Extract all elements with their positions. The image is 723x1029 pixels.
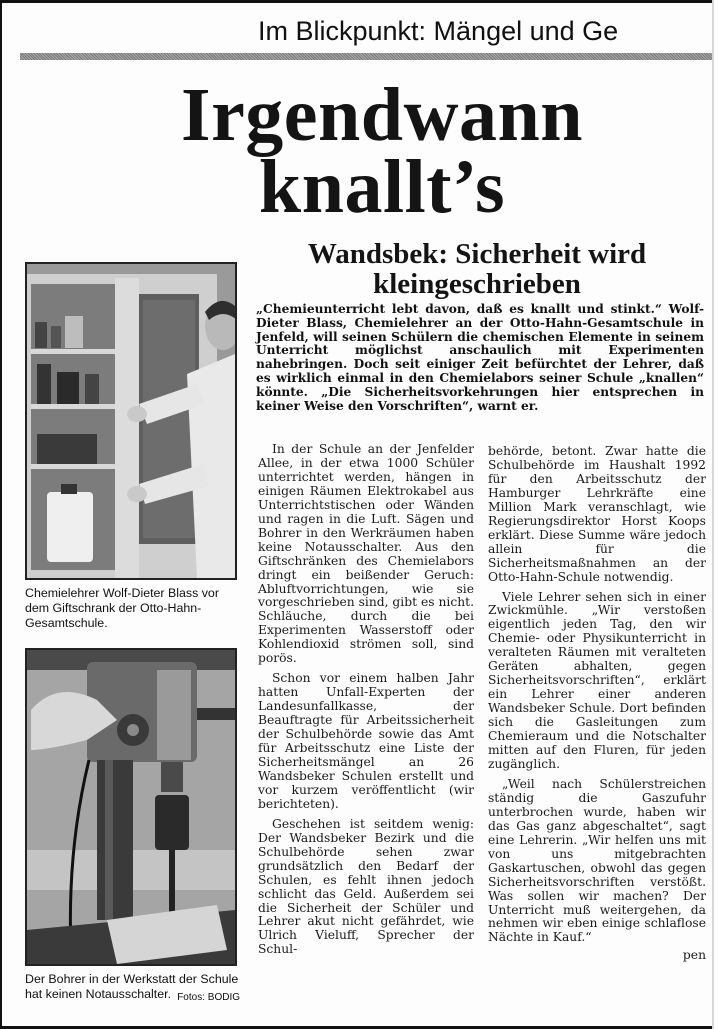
rubric-rule — [20, 53, 714, 60]
headline: Irgendwann knallt’s — [181, 73, 583, 229]
subheadline: Wandsbek: Sicherheit wird kleingeschrieben — [307, 238, 647, 300]
body-paragraph: Viele Lehrer sehen sich in einer Zwickmühle. „Wir verstoßen eigentlich jeden Tag, den wir Chemie- oder Physikunterricht in veralteten Räumen mit veralteten Geräten abhalten, gegen Sicherheitsvorschriften“, erklärt ein Lehrer einer anderen Wandsbeker Schule. Dort befinden sich die Gasleitungen zum Chemieraum und die Notschalter mitten auf den Fluren, für jeden zugänglich. — [488, 589, 706, 771]
photo-caption-1: Chemielehrer Wolf-Dieter Blass vor dem Giftschrank der Otto-Hahn-Gesamtschule. — [25, 586, 219, 630]
photo-teacher-cabinet — [25, 262, 237, 580]
body-paragraph: Schon vor einem halben Jahr hatten Unfall-Experten der Landesunfallkasse, der Beauftragte für Arbeitssicherheit der Schulbehörde sowie das Amt für Arbeitsschutz eine Liste der Sicherheitsmängel an 26 Wandsbeker Schulen erstellt und vor kurzem veröffentlicht (wir berichteten). — [258, 671, 474, 811]
author-initials: pen — [682, 948, 706, 963]
drill-press-illustration — [27, 650, 235, 964]
body-column-2 — [488, 445, 706, 963]
lead-paragraph: „Chemieunterricht lebt davon, daß es knallt und stinkt.“ Wolf-Dieter Blass, Chemielehrer an der Otto-Hahn-Gesamtschule in Jenfeld, will seinen Schülern die chemischen Elemente in seinem Unterricht möglichst anschaulich mit Experimenten nahebringen. Doch seit einiger Zeit befürchtet der Lehrer, daß es wirklich einmal in den Chemielabors seiner Schule „knallen“ könnte. „Die Sicherheitsvorkehrungen hier entsprechen in keiner Weise den Vorschriften“, warnt er. — [256, 302, 704, 413]
photo-credit: Fotos: BODIG — [177, 992, 240, 1003]
section-rubric: Im Blickpunkt: Mängel und Ge — [258, 16, 619, 46]
photo-caption-2 — [25, 972, 240, 1005]
teacher-cabinet-illustration — [27, 264, 235, 578]
body-paragraph: Geschehen ist seitdem wenig: Der Wandsbeker Bezirk und die Schulbehörde sehen zwar grundsätzlich den Bedarf der Schulen, es fehlt ihnen jedoch schlicht das Geld. Außerdem sei die Sicherheit der Schüler und Lehrer akut nicht gefährdet, wie Ulrich Vieluff, Sprecher der Schul- — [258, 816, 474, 957]
body-column-1 — [258, 443, 474, 963]
body-paragraph-continued: behörde, betont. Zwar hatte die Schulbehörde im Haushalt 1992 für den Arbeitsschutz der Hamburger Lehrkräfte eine Million Mark veranschlagt, wie Regierungsdirektor Horst Koops erklärt. Diese Summe wäre jedoch allein für die Sicherheitsmaßnahmen an der Otto-Hahn-Schule notwendig. — [488, 444, 706, 584]
photo-caption-2-text: Der Bohrer in der Werkstatt der Schule hat keinen Notausschalter. — [25, 972, 239, 1001]
photo-drill-press — [25, 648, 237, 966]
body-paragraph: In der Schule an der Jenfelder Allee, in der etwa 1000 Schüler unterrichtet werden, hängen in einigen Räumen Elektrokabel aus Unterrichtstischen oder Wänden und ragen in die Luft. Sägen und Bohrer in den Werkräumen haben keine Notausschalter. Aus den Giftschränken des Chemielabors dringt ein beißender Geruch: Abluftvorrichtungen, wie sie vorgeschrieben sind, gibt es nicht. Schläuche, durch die bei Experimenten Wasserstoff oder Kohlendioxid strömen soll, sind porös. — [258, 442, 474, 666]
page-edge — [712, 0, 723, 1029]
body-paragraph: „Weil nach Schülerstreichen ständig die Gaszufuhr unterbrochen wurde, haben wir das Gas ganz abgeschaltet“, sagt eine Lehrerin. „Wir helfen uns mit von uns mitgebrachten Gaskartuschen, obwohl das gegen Sicherheitsvorschriften verstößt. Was sollen wir machen? Der Unterricht muß weitergehen, da nehmen wir eben einige schlaflose Nächte in Kauf.“ — [488, 776, 706, 945]
